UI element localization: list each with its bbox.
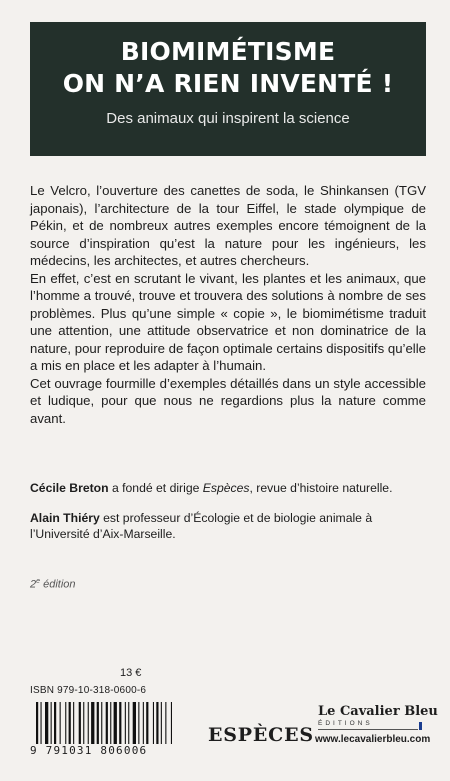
author-bio-2: Alain Thiéry est professeur d’Écologie et de biologie animale à l’Université d’Aix-Marseille.: [30, 511, 373, 541]
author-bio-1: Cécile Breton a fondé et dirige Espèces, revue d’histoire naturelle.: [30, 481, 393, 495]
price: 13 €: [120, 667, 142, 679]
blurb-paragraph-2: En effet, c’est en scrutant le vivant, les plantes et les animaux, que l’homme a trouvé, trouve et trouvera des solutions à nombre de ses problèmes. Plus qu’une simple « copie », le biomimétisme traduit une attention, une attitude observatrice et non dominatrice de la nature, pour reproduire de façon optimale certains dispositifs qu’elle a mis en place et les adapter à l’humain.: [30, 270, 426, 373]
barcode: [36, 702, 179, 744]
edition-label: 2e édition: [30, 578, 76, 591]
author-bios: [30, 480, 426, 556]
title-banner: [30, 22, 426, 156]
book-title: [40, 36, 416, 100]
author-name-1: Cécile Breton: [30, 481, 109, 495]
brand-logo: ESPÈCES: [208, 724, 314, 746]
publisher-mark-icon: [419, 722, 422, 730]
book-title-line-1: BIOMIMÉTISME: [120, 37, 336, 66]
publisher-divider: [318, 729, 418, 730]
back-cover-blurb: [30, 182, 426, 427]
blurb-paragraph-1: Le Velcro, l’ouverture des canettes de soda, le Shinkansen (TGV japonais), l’architecture de la tour Eiffel, le stade olympique de Pékin, et de nombreux autres exemples encore témoignent de la source d’inspiration qu’est la nature pour les ingénieurs, les médecins, les architectes, et autres chercheurs.: [30, 183, 426, 268]
publisher-logo: Le Cavalier Bleu: [318, 704, 438, 719]
isbn: ISBN 979-10-318-0600-6: [30, 685, 147, 696]
journal-name: Espèces: [202, 481, 250, 495]
barcode-number: 9 791031 806006: [30, 744, 148, 757]
blurb-paragraph-3: Cet ouvrage fourmille d’exemples détaillés dans un style accessible et ludique, pour que nous ne regardions plus la nature comme avant.: [30, 375, 426, 426]
book-title-line-2: ON N’A RIEN INVENTÉ !: [62, 69, 394, 98]
author-name-2: Alain Thiéry: [30, 511, 100, 525]
publisher-editions: ÉDITIONS: [318, 720, 373, 727]
publisher-website: www.lecavalierbleu.com: [315, 734, 431, 745]
book-subtitle: Des animaux qui inspirent la science: [106, 110, 350, 127]
